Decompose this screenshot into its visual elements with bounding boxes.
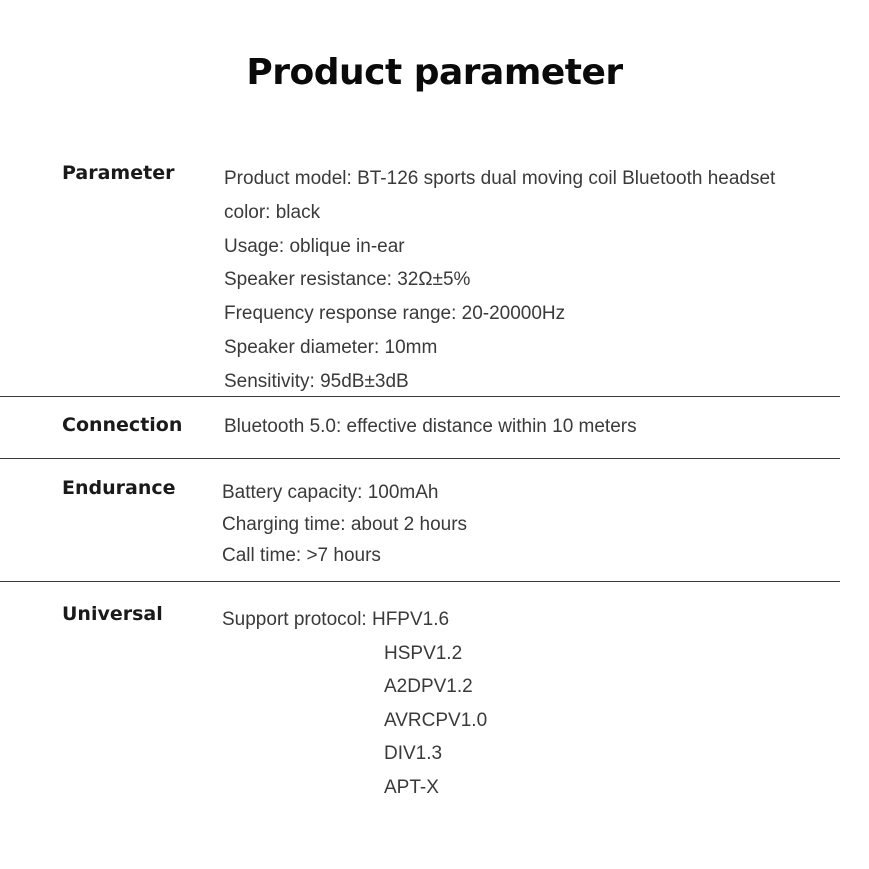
section-divider bbox=[0, 458, 840, 459]
protocol-item: APT-X bbox=[384, 776, 439, 798]
section-divider bbox=[0, 396, 840, 397]
protocol-item: HSPV1.2 bbox=[384, 642, 463, 664]
protocol-row bbox=[222, 637, 487, 671]
protocol-item: AVRCPV1.0 bbox=[384, 709, 488, 731]
protocol-row bbox=[222, 670, 487, 704]
bluetooth-line: Bluetooth 5.0: effective distance within 10 meters bbox=[224, 416, 637, 437]
endurance-values bbox=[222, 477, 467, 572]
section-divider bbox=[0, 581, 840, 582]
universal-values bbox=[222, 603, 487, 805]
charging-time-line: Charging time: about 2 hours bbox=[222, 513, 468, 535]
color-line: color: black bbox=[224, 201, 321, 223]
support-protocol-label: Support protocol: bbox=[222, 609, 372, 630]
protocol-row bbox=[222, 603, 487, 637]
connection-label: Connection bbox=[62, 414, 183, 436]
protocol-row bbox=[222, 737, 487, 771]
protocol-item: DIV1.3 bbox=[384, 743, 443, 765]
battery-capacity-line: Battery capacity: 100mAh bbox=[222, 482, 439, 503]
parameter-values bbox=[224, 162, 775, 399]
speaker-resistance-line: Speaker resistance: 32Ω±5% bbox=[224, 269, 471, 291]
protocol-row bbox=[222, 704, 487, 738]
parameter-label: Parameter bbox=[62, 162, 175, 184]
protocol-row bbox=[222, 771, 487, 805]
speaker-diameter-line: Speaker diameter: 10mm bbox=[224, 336, 438, 358]
frequency-response-line: Frequency response range: 20-20000Hz bbox=[224, 303, 566, 325]
page-title: Product parameter bbox=[246, 52, 623, 93]
sensitivity-line: Sensitivity: 95dB±3dB bbox=[224, 370, 409, 392]
usage-line: Usage: oblique in-ear bbox=[224, 235, 405, 257]
connection-values bbox=[224, 414, 637, 440]
protocol-item: A2DPV1.2 bbox=[384, 676, 473, 698]
product-model-line: Product model: BT-126 sports dual moving coil Bluetooth headset bbox=[224, 168, 776, 189]
universal-label: Universal bbox=[62, 603, 163, 625]
protocol-item: HFPV1.6 bbox=[371, 609, 450, 630]
endurance-label: Endurance bbox=[62, 477, 176, 499]
call-time-line: Call time: >7 hours bbox=[222, 545, 381, 566]
